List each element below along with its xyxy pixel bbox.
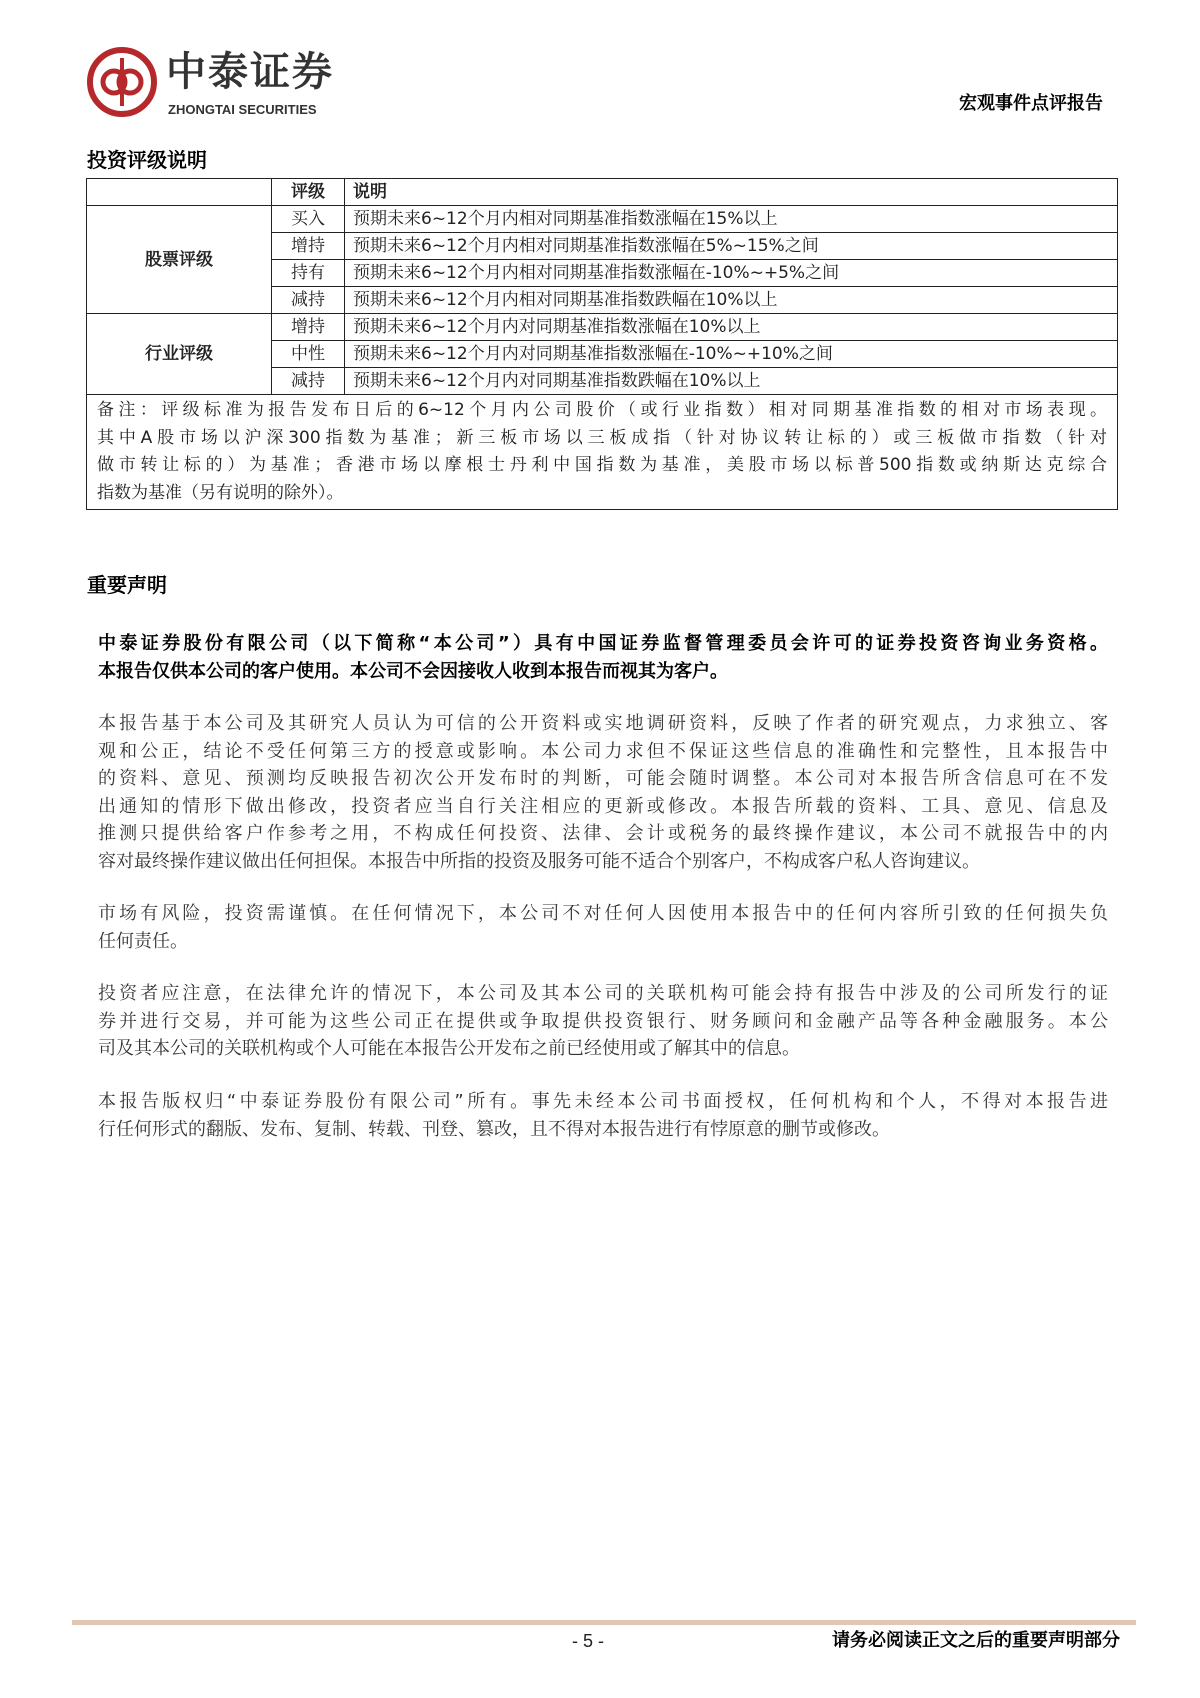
paragraph-line: 司及其本公司的关联机构或个人可能在本报告公开发布之前已经使用或了解其中的信息。 [98,1038,800,1059]
note-line: 指数为基准（另有说明的除外）。 [97,482,344,503]
rating-cell: 减持 [272,287,345,314]
desc-cell: 预期未来6~12个月内相对同期基准指数跌幅在10%以上 [345,287,1118,314]
paragraph-line: 中泰证券股份有限公司（以下简称“本公司”）具有中国证券监督管理委员会许可的证券投资咨询业务资格。 [98,633,1108,654]
col-rating: 评级 [272,179,345,206]
page-number: - 5 - [572,1631,605,1651]
paragraph-line: 本报告仅供本公司的客户使用。本公司不会因接收人收到本报告而视其为客户。 [98,660,728,682]
disclaimer-p1 [98,710,1108,875]
disclaimer-p3 [98,980,1108,1063]
paragraph-line: 出通知的情形下做出修改，投资者应当自行关注相应的更新或修改。本报告所载的资料、工具、意见、信息及 [98,795,1108,817]
desc-cell: 预期未来6~12个月内相对同期基准指数涨幅在15%以上 [345,206,1118,233]
rating-cell: 买入 [272,206,345,233]
zhongtai-logo-icon [86,46,158,118]
desc-cell: 预期未来6~12个月内对同期基准指数跌幅在10%以上 [345,368,1118,395]
rating-group: 股票评级 [87,206,272,314]
table-row [87,206,1118,233]
paragraph-line: 本报告基于本公司及其研究人员认为可信的公开资料或实地调研资料，反映了作者的研究观点，力求独立、客 [98,713,1108,734]
rating-cell: 增持 [272,233,345,260]
paragraph-line: 行任何形式的翻版、发布、复制、转载、刊登、篡改，且不得对本报告进行有悖原意的删节或修改。 [98,1118,890,1140]
paragraph-line: 券并进行交易，并可能为这些公司正在提供或争取提供投资银行、财务顾问和金融产品等各种金融服务。本公 [98,1010,1108,1032]
rating-title: 投资评级说明 [87,148,207,172]
rating-cell: 中性 [272,341,345,368]
rating-cell: 减持 [272,368,345,395]
logo-text-cn: 中泰证券 [166,49,334,95]
paragraph-line: 任何责任。 [98,930,188,952]
rating-cell: 增持 [272,314,345,341]
footer-divider [72,1620,1136,1625]
desc-cell: 预期未来6~12个月内相对同期基准指数涨幅在-10%~+5%之间 [345,260,1118,287]
paragraph-line: 本报告版权归“中泰证券股份有限公司”所有。事先未经本公司书面授权，任何机构和个人，不得对本报告进 [98,1091,1108,1112]
col-desc: 说明 [345,179,1118,206]
footer-notice: 请务必阅读正文之后的重要声明部分 [832,1630,1120,1651]
paragraph-line: 投资者应注意，在法律允许的情况下，本公司及其本公司的关联机构可能会持有报告中涉及的公司所发行的证 [98,983,1108,1004]
table-header-row [87,179,1118,206]
note-row [87,395,1118,510]
rating-note [87,395,1118,510]
note-line: 做市转让标的）为基准；香港市场以摩根士丹利中国指数为基准，美股市场以标普500指数或纳斯达克综合 [97,455,1107,475]
disclaimer-title: 重要声明 [87,573,167,597]
paragraph-line: 观和公正，结论不受任何第三方的授意或影响。本公司力求但不保证这些信息的准确性和完整性，且本报告中 [98,740,1108,762]
empty-header-cell [87,179,272,206]
logo-text-en: ZHONGTAI SECURITIES [168,102,317,117]
disclaimer-p2 [98,900,1108,955]
desc-cell: 预期未来6~12个月内相对同期基准指数涨幅在5%~15%之间 [345,233,1118,260]
table-row [87,314,1118,341]
note-line: 其中A股市场以沪深300指数为基准；新三板市场以三板成指（针对协议转让标的）或三板做市指数（针对 [97,427,1107,448]
paragraph-line: 推测只提供给客户作参考之用，不构成任何投资、法律、会计或税务的最终操作建议，本公司不就报告中的内 [98,823,1108,844]
disclaimer-bold [98,630,1108,685]
disclaimer-p4 [98,1088,1108,1143]
rating-cell: 持有 [272,260,345,287]
report-type: 宏观事件点评报告 [959,93,1103,114]
desc-cell: 预期未来6~12个月内对同期基准指数涨幅在10%以上 [345,314,1118,341]
note-line: 备注：评级标准为报告发布日后的6~12个月内公司股价（或行业指数）相对同期基准指数的相对市场表现。 [97,400,1107,420]
desc-cell: 预期未来6~12个月内对同期基准指数涨幅在-10%~+10%之间 [345,341,1118,368]
paragraph-line: 容对最终操作建议做出任何担保。本报告中所指的投资及服务可能不适合个别客户，不构成客户私人咨询建议。 [98,850,980,872]
paragraph-line: 的资料、意见、预测均反映报告初次公开发布时的判断，可能会随时调整。本公司对本报告所含信息可在不发 [98,768,1108,789]
rating-table [86,178,1118,510]
rating-group: 行业评级 [87,314,272,395]
paragraph-line: 市场有风险，投资需谨慎。在任何情况下，本公司不对任何人因使用本报告中的任何内容所引致的任何损失负 [98,903,1108,924]
